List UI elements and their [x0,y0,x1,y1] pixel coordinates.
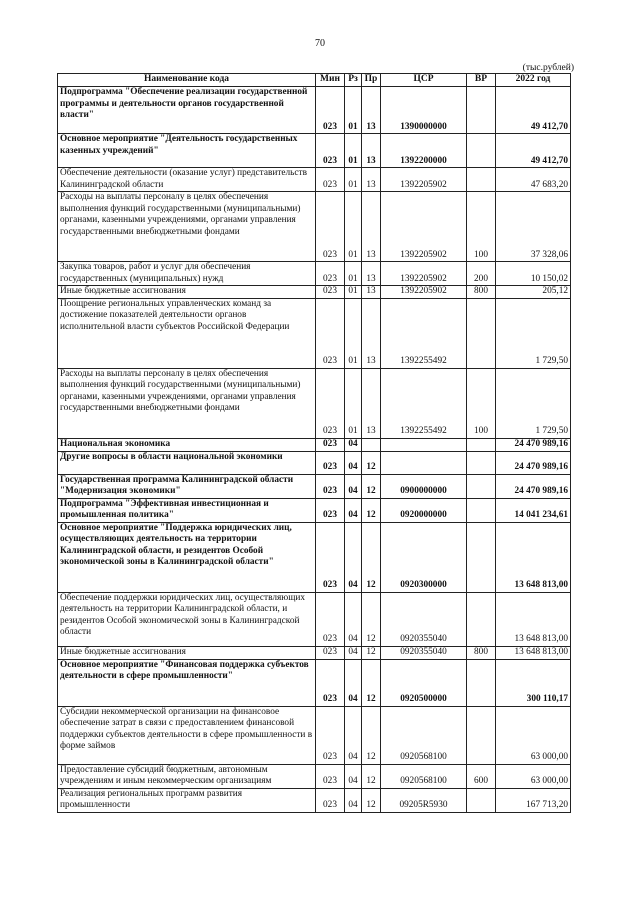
table-row [58,706,571,764]
table-row [58,764,571,788]
row-name: Расходы на выплаты персоналу в целях обеспечения выполнения функций государственными (муниципальными) органами, казенными учреждениями, органами управления государственными внебюджетными фондами [58,368,316,438]
row-rz: 04 [345,592,362,646]
row-rz: 04 [345,451,362,474]
row-amount: 63 000,00 [496,706,571,764]
col-header-year: 2022 год [496,74,571,87]
row-csr: 0920568100 [381,764,467,788]
row-csr: 0920355040 [381,646,467,659]
row-vr [467,474,496,498]
row-vr: 200 [467,262,496,286]
row-vr: 600 [467,764,496,788]
row-name: Обеспечение поддержки юридических лиц, осуществляющих деятельность на территории Калининградской области, и резидентов Особой экономической зоны в Калининградской области [58,592,316,646]
row-pr: 13 [362,87,381,134]
row-pr: 13 [362,192,381,262]
row-vr [467,659,496,706]
row-csr [381,451,467,474]
row-vr [467,451,496,474]
row-csr: 1392255492 [381,368,467,438]
row-amount: 10 150,02 [496,262,571,286]
table-row [58,262,571,286]
row-amount: 63 000,00 [496,764,571,788]
row-pr: 12 [362,474,381,498]
table-row [58,659,571,706]
row-csr: 1392205902 [381,192,467,262]
row-name: Иные бюджетные ассигнования [58,646,316,659]
row-min: 023 [316,706,345,764]
row-vr [467,788,496,812]
row-rz: 04 [345,522,362,592]
row-csr: 0900000000 [381,474,467,498]
row-pr: 13 [362,368,381,438]
table-row [58,87,571,134]
units-label: (тыс.рублей) [522,63,574,73]
row-rz: 01 [345,368,362,438]
row-amount: 13 648 813,00 [496,646,571,659]
row-rz: 01 [345,87,362,134]
table-row [58,451,571,474]
row-name: Подпрограмма "Обеспечение реализации государственной программы и деятельности органов государственной власти" [58,87,316,134]
row-min: 023 [316,764,345,788]
row-amount: 13 648 813,00 [496,522,571,592]
row-csr: 0920300000 [381,522,467,592]
row-rz: 04 [345,474,362,498]
row-pr: 13 [362,134,381,168]
page-number: 70 [315,38,325,49]
row-rz: 04 [345,788,362,812]
row-name: Расходы на выплаты персоналу в целях обеспечения выполнения функций государственными (муниципальными) органами, казенными учреждениями, органами управления государственными внебюджетными фондами [58,192,316,262]
col-header-pr: Пр [362,74,381,87]
row-csr: 1392205902 [381,262,467,286]
row-rz: 04 [345,659,362,706]
row-vr: 100 [467,368,496,438]
row-rz: 01 [345,286,362,299]
row-amount: 1 729,50 [496,298,571,368]
row-min: 023 [316,368,345,438]
row-pr: 12 [362,498,381,522]
col-header-csr: ЦСР [381,74,467,87]
row-rz: 01 [345,168,362,192]
row-pr [362,438,381,451]
row-amount: 49 412,70 [496,134,571,168]
table-row [58,192,571,262]
row-name: Иные бюджетные ассигнования [58,286,316,299]
row-pr: 12 [362,592,381,646]
row-amount: 300 110,17 [496,659,571,706]
row-vr [467,522,496,592]
col-header-name: Наименование кода [58,74,316,87]
row-name: Закупка товаров, работ и услуг для обеспечения государственных (муниципальных) нужд [58,262,316,286]
row-vr: 100 [467,192,496,262]
row-rz: 01 [345,134,362,168]
row-vr [467,438,496,451]
row-csr: 0920000000 [381,498,467,522]
row-vr [467,298,496,368]
row-pr: 12 [362,788,381,812]
row-min: 023 [316,262,345,286]
row-min: 023 [316,168,345,192]
row-rz: 04 [345,706,362,764]
row-pr: 12 [362,646,381,659]
row-pr: 13 [362,262,381,286]
row-pr: 12 [362,522,381,592]
table-row [58,438,571,451]
row-csr: 09205R5930 [381,788,467,812]
col-header-min: Мин [316,74,345,87]
table-row [58,286,571,299]
row-pr: 12 [362,451,381,474]
table-row [58,134,571,168]
table-row [58,168,571,192]
row-vr: 800 [467,286,496,299]
budget-table [57,73,571,813]
row-csr: 0920500000 [381,659,467,706]
row-pr: 13 [362,168,381,192]
row-min: 023 [316,659,345,706]
row-min: 023 [316,646,345,659]
row-min: 023 [316,87,345,134]
table-row [58,646,571,659]
row-min: 023 [316,298,345,368]
row-amount: 205,12 [496,286,571,299]
row-amount: 47 683,20 [496,168,571,192]
row-csr: 1392205902 [381,286,467,299]
row-min: 023 [316,788,345,812]
table-row [58,522,571,592]
row-amount: 14 041 234,61 [496,498,571,522]
table-row [58,498,571,522]
row-min: 023 [316,134,345,168]
row-name: Реализация региональных программ развития промышленности [58,788,316,812]
table-row [58,788,571,812]
row-vr [467,706,496,764]
row-min: 023 [316,451,345,474]
row-csr [381,438,467,451]
row-rz: 04 [345,764,362,788]
row-vr [467,498,496,522]
row-name: Основное мероприятие "Деятельность государственных казенных учреждений" [58,134,316,168]
row-amount: 13 648 813,00 [496,592,571,646]
row-pr: 12 [362,706,381,764]
row-min: 023 [316,192,345,262]
col-header-rz: Рз [345,74,362,87]
row-csr: 1392200000 [381,134,467,168]
row-rz: 01 [345,262,362,286]
table-row [58,592,571,646]
row-csr: 0920355040 [381,592,467,646]
row-rz: 01 [345,298,362,368]
row-vr [467,87,496,134]
row-rz: 01 [345,192,362,262]
row-amount: 24 470 989,16 [496,474,571,498]
row-name: Основное мероприятие "Финансовая поддержка субъектов деятельности в сфере промышленности" [58,659,316,706]
row-vr [467,592,496,646]
row-amount: 49 412,70 [496,87,571,134]
row-name: Основное мероприятие "Поддержка юридических лиц, осуществляющих деятельность на территории Калининградской области, и резидентов Особой экономической зоны в Калининградской области" [58,522,316,592]
table-row [58,368,571,438]
row-min: 023 [316,474,345,498]
row-name: Субсидии некоммерческой организации на финансовое обеспечение затрат в связи с предоставлением финансовой поддержки субъектов деятельности в сфере промышленности в форме займов [58,706,316,764]
row-name: Подпрограмма "Эффективная инвестиционная и промышленная политика" [58,498,316,522]
table-row [58,474,571,498]
row-pr: 13 [362,286,381,299]
row-vr: 800 [467,646,496,659]
row-name: Предоставление субсидий бюджетным, автономным учреждениям и иным некоммерческим организациям [58,764,316,788]
row-min: 023 [316,438,345,451]
row-rz: 04 [345,498,362,522]
row-pr: 13 [362,298,381,368]
table-row [58,298,571,368]
row-name: Национальная экономика [58,438,316,451]
row-min: 023 [316,522,345,592]
row-name: Поощрение региональных управленческих команд за достижение показателей деятельности органов исполнительной власти субъектов Российской Федерации [58,298,316,368]
row-amount: 24 470 989,16 [496,438,571,451]
row-amount: 24 470 989,16 [496,451,571,474]
col-header-vr: ВР [467,74,496,87]
row-vr [467,168,496,192]
row-name: Другие вопросы в области национальной экономики [58,451,316,474]
row-amount: 167 713,20 [496,788,571,812]
row-amount: 37 328,06 [496,192,571,262]
row-csr: 1392205902 [381,168,467,192]
row-csr: 0920568100 [381,706,467,764]
row-min: 023 [316,592,345,646]
row-vr [467,134,496,168]
row-csr: 1392255492 [381,298,467,368]
row-name: Обеспечение деятельности (оказание услуг) представительств Калининградской области [58,168,316,192]
row-min: 023 [316,286,345,299]
row-rz: 04 [345,438,362,451]
row-amount: 1 729,50 [496,368,571,438]
row-rz: 04 [345,646,362,659]
row-min: 023 [316,498,345,522]
table-header-row [58,74,571,87]
row-pr: 12 [362,659,381,706]
row-name: Государственная программа Калининградской области "Модернизация экономики" [58,474,316,498]
row-pr: 12 [362,764,381,788]
row-csr: 1390000000 [381,87,467,134]
